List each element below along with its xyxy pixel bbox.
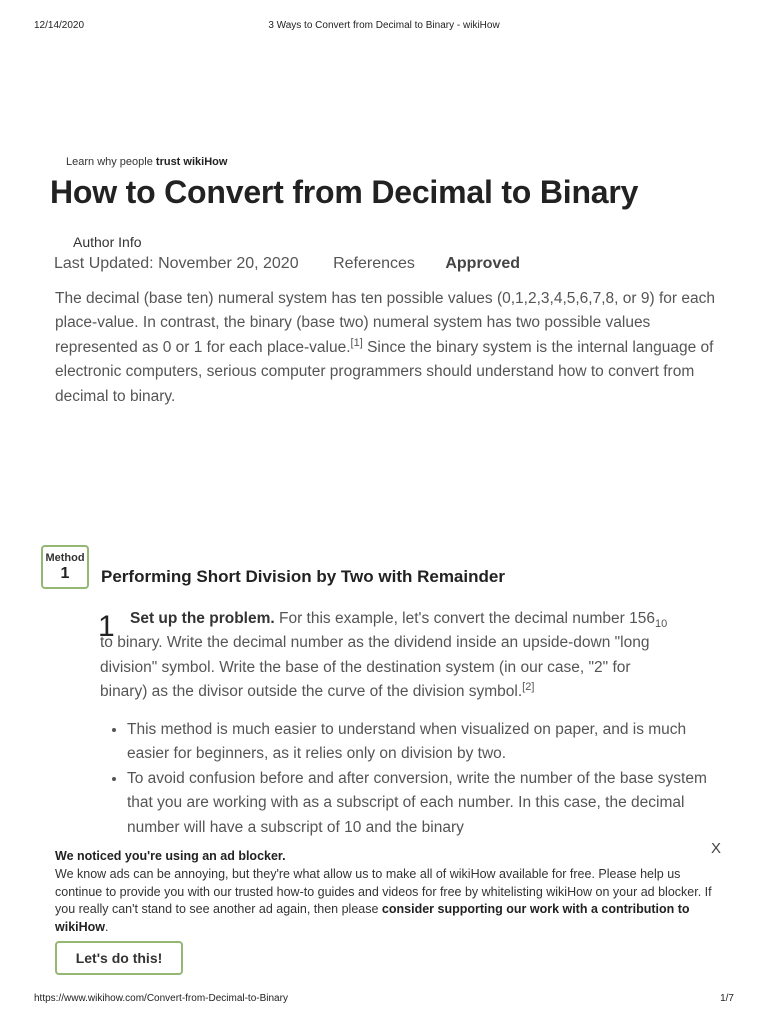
ad-banner-title: We noticed you're using an ad blocker. [55, 849, 286, 863]
intro-ref-link[interactable]: [1] [350, 336, 363, 349]
trust-line [66, 156, 227, 168]
print-date: 12/14/2020 [34, 20, 85, 31]
ad-banner-text-end: . [105, 919, 109, 934]
step-text-a: For this example, let's convert the decimal number [274, 610, 625, 627]
step-number-base: 156 [629, 610, 656, 627]
lets-do-this-button[interactable]: Let's do this! [55, 941, 183, 975]
method-badge-number: 1 [60, 565, 70, 582]
ad-banner-text: We know ads can be annoying, but they're what allow us to make all of wikiHow available for free. Please help us continue to provide you with our trusted how-to guides and videos for free by whitelisting wikiHow on your ad blocker. If you really can't stand to see another ad again, then please [55, 867, 712, 916]
step-heading: Set up the problem. [130, 610, 275, 627]
step-ref-link[interactable]: [2] [522, 681, 535, 694]
print-doc-title: 3 Ways to Convert from Decimal to Binary - wikiHow [268, 20, 500, 31]
method-title: Performing Short Division by Two with Remainder [101, 567, 505, 586]
method-badge [41, 545, 89, 589]
author-info-link[interactable]: Author Info [73, 234, 142, 250]
approved-badge[interactable]: Approved [445, 255, 521, 272]
article-meta [54, 255, 520, 273]
intro-text-2: Since the binary system is the internal language of electronic computers, serious computer programmers should understand how to convert from decimal to binary. [55, 338, 714, 405]
step-bullets [107, 718, 707, 840]
trust-prefix: Learn why people [66, 156, 156, 168]
method-badge-word: Method [45, 552, 85, 564]
bullet-item: • To avoid confusion before and after conversion, write the number of the base system that you are working with as a subscript of each number. In this case, the decimal number will have a subscript of 10 and the binary [127, 767, 707, 840]
close-icon[interactable]: X [711, 840, 722, 857]
page-title: How to Convert from Decimal to Binary [50, 174, 639, 210]
intro-text-1: The decimal (base ten) numeral system has ten possible values (0,1,2,3,4,5,6,7,8, or 9) for each place-value. In contrast, the binary (base two) numeral system has two possible values represented as 0 or 1 for each place-value. [55, 290, 715, 356]
support-link[interactable]: consider supporting our work with a contribution to wikiHow [55, 902, 690, 934]
last-updated: Last Updated: November 20, 2020 [54, 255, 299, 272]
step-number-subscript: 10 [655, 618, 668, 631]
step-text [100, 607, 680, 705]
bullet-item: • This method is much easier to understand when visualized on paper, and is much easier for beginners, as it relies only on division by two. [127, 718, 707, 767]
step-text-b: to binary. Write the decimal number as the dividend inside an upside-down "long division" symbol. Write the base of the destination system (in our case, "2" for binary) as the divisor outside the curve of the division symbol. [100, 634, 650, 701]
print-page-number: 1/7 [720, 993, 734, 1004]
ad-banner-body [55, 866, 715, 936]
step-number: 1 [98, 610, 115, 643]
references-link[interactable]: References [333, 255, 415, 272]
trust-wikihow-link[interactable]: trust wikiHow [155, 156, 228, 168]
ad-blocker-banner [0, 838, 768, 986]
print-url: https://www.wikihow.com/Convert-from-Decimal-to-Binary [34, 993, 288, 1004]
intro-paragraph [55, 287, 725, 409]
